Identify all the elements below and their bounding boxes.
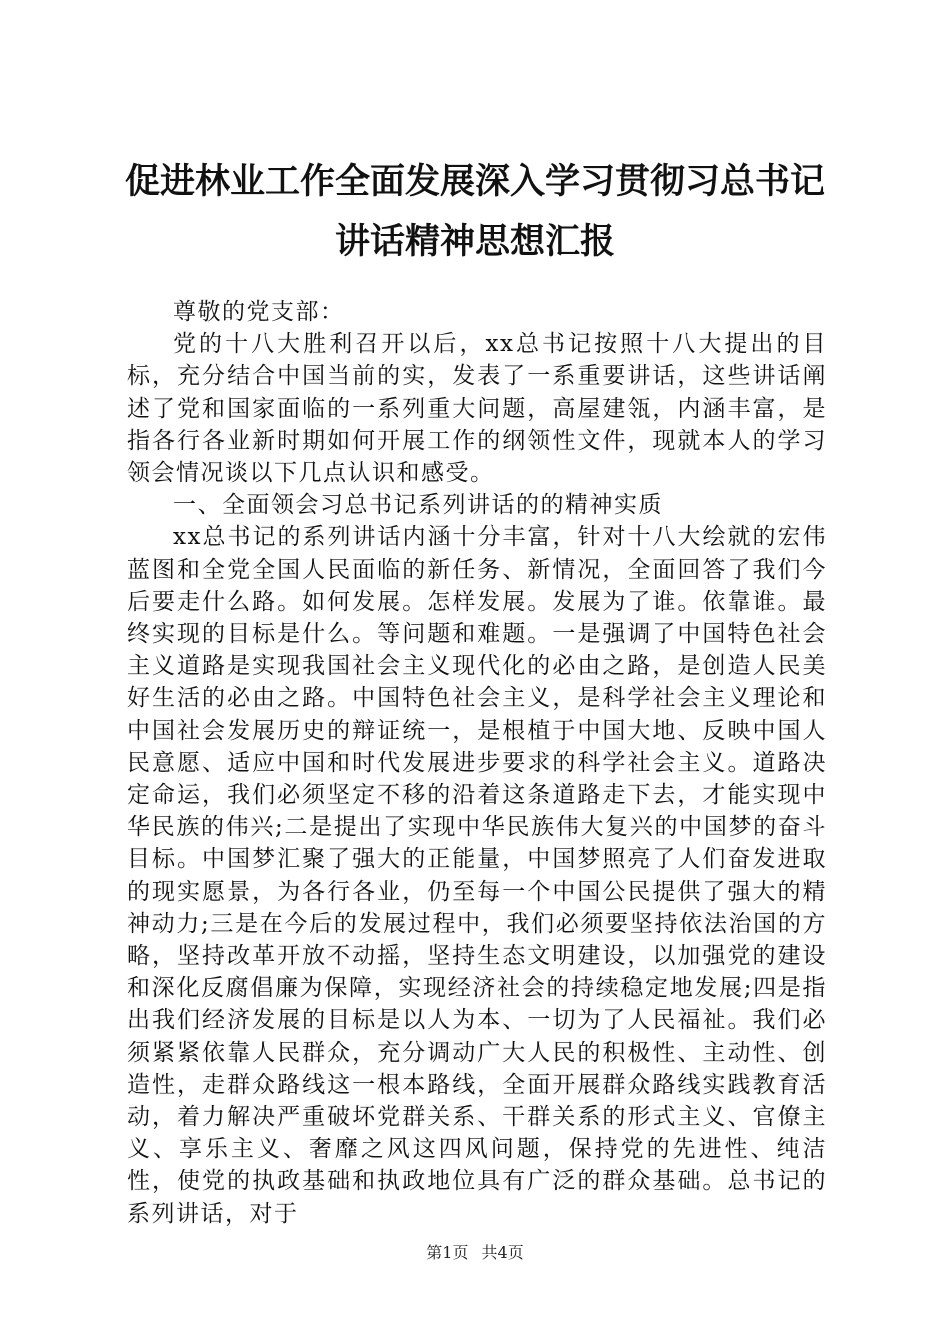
- body-paragraph-intro: 党的十八大胜利召开以后，xx总书记按照十八大提出的目标，充分结合中国当前的实，发表了一系重要讲话，这些讲话阐述了党和国家面临的一系列重大问题，高屋建瓴，内涵丰富，是指各行各业新时期如何开展工作的纲领性文件，现就本人的学习领会情况谈以下几点认识和感受。: [127, 331, 827, 487]
- document-body: [127, 296, 827, 1230]
- body-paragraph-main: xx总书记的系列讲话内涵十分丰富，针对十八大绘就的宏伟蓝图和全党全国人民面临的新任务、新情况，全面回答了我们今后要走什么路。如何发展。怎样发展。发展为了谁。依靠谁。最终实现的目标是什么。等问题和难题。一是强调了中国特色社会主义道路是实现我国社会主义现代化的必由之路，是创造人民美好生活的必由之路。中国特色社会主义，是科学社会主义理论和中国社会发展历史的辩证统一，是根植于中国大地、反映中国人民意愿、适应中国和时代发展进步要求的科学社会主义。道路决定命运，我们必须坚定不移的沿着这条道路走下去，才能实现中华民族的伟兴;二是提出了实现中华民族伟大复兴的中国梦的奋斗目标。中国梦汇聚了强大的正能量，中国梦照亮了人们奋发进取的现实愿景，为各行各业，仍至每一个中国公民提供了强大的精神动力;三是在今后的发展过程中，我们必须要坚持依法治国的方略，坚持改革开放不动摇，坚持生态文明建设，以加强党的建设和深化反腐倡廉为保障，实现经济社会的持续稳定地发展;四是指出我们经济发展的目标是以人为本、一切为了人民福祉。我们必须紧紧依靠人民群众，充分调动广大人民的积极性、主动性、创造性，走群众路线这一根本路线，全面开展群众路线实践教育活动，着力解决严重破坏党群关系、干群关系的形式主义、官僚主义、享乐主义、奢靡之风这四风问题，保持党的先进性、纯洁性，使党的执政基础和执政地位具有广泛的群众基础。总书记的系列讲话，对于: [127, 524, 827, 1227]
- document-title-line-1: 促进林业工作全面发展深入学习贯彻习总书记: [124, 162, 825, 202]
- section-heading: 一、全面领会习总书记系列讲话的的精神实质: [173, 492, 663, 519]
- document-title-line-2: 讲话精神思想汇报: [334, 222, 615, 262]
- salutation: 尊敬的党支部：: [173, 299, 345, 325]
- page-footer: [0, 1243, 950, 1263]
- page-number-total: 共4页: [481, 1243, 524, 1262]
- page-number-current: 第1页: [426, 1243, 469, 1262]
